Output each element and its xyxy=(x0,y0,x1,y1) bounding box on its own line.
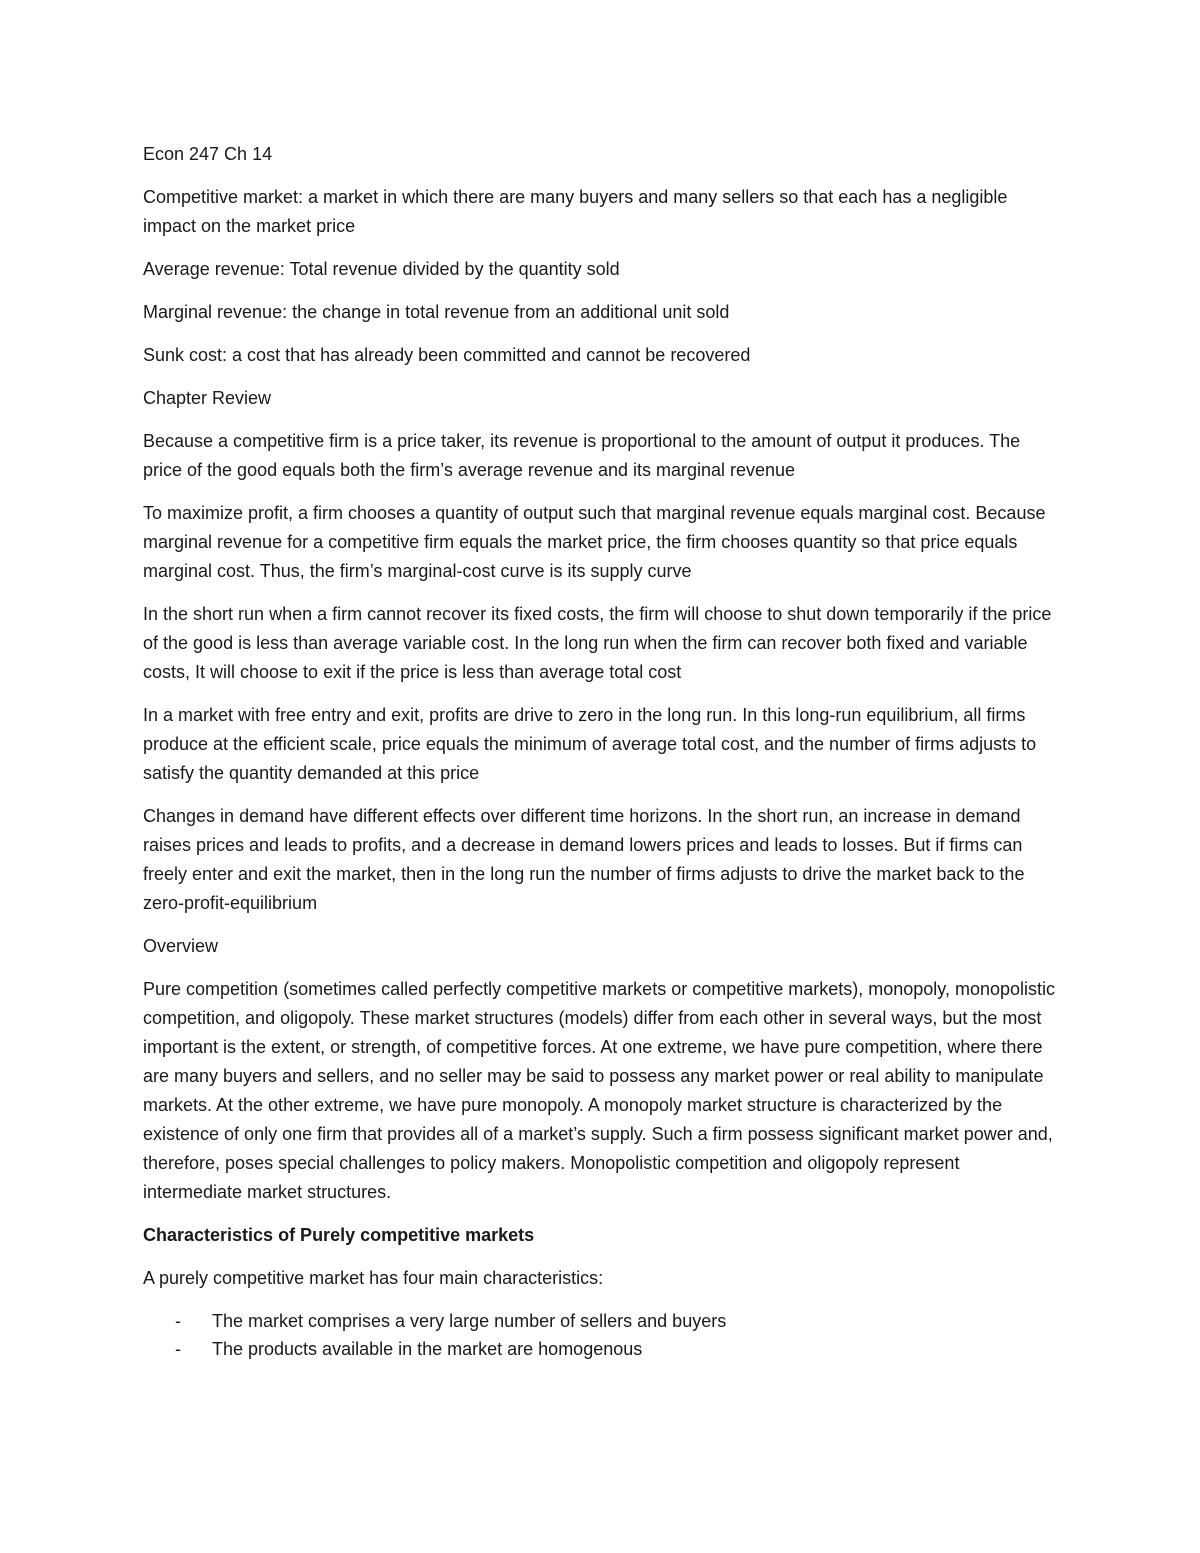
bullet-marker: - xyxy=(175,1339,181,1359)
chapter-review-heading: Chapter Review xyxy=(143,388,272,408)
review-paragraph: Changes in demand have different effects over different time horizons. In the short run, an increase in demand raises prices and leads to profits, and a decrease in demand lowers prices and leads to losses. But if firms can freely enter and exit the market, then in the long run the number of firms adjusts to drive the market back to the zero-profit-equilibrium xyxy=(143,806,1025,913)
document-page xyxy=(143,140,1063,1363)
list-item-text: The market comprises a very large number of sellers and buyers xyxy=(212,1311,727,1331)
definition-marginal-revenue: Marginal revenue: the change in total revenue from an additional unit sold xyxy=(143,302,730,322)
review-paragraph: Because a competitive firm is a price taker, its revenue is proportional to the amount of output it produces. The price of the good equals both the firm’s average revenue and its marginal revenue xyxy=(143,431,1021,480)
definition-sunk-cost: Sunk cost: a cost that has already been committed and cannot be recovered xyxy=(143,345,751,365)
characteristics-list xyxy=(143,1307,1063,1363)
review-paragraph: In a market with free entry and exit, profits are drive to zero in the long run. In this long-run equilibrium, all firms produce at the efficient scale, price equals the minimum of average total cost, and the number of firms adjusts to satisfy the quantity demanded at this price xyxy=(143,705,1037,783)
overview-paragraph: Pure competition (sometimes called perfectly competitive markets or competitive markets), monopoly, monopolistic competition, and oligopoly. These market structures (models) differ from each other in several ways, but the most important is the extent, or strength, of competitive forces. At one extreme, we have pure competition, where there are many buyers and sellers, and no seller may be said to possess any market power or real ability to manipulate markets. At the other extreme, we have pure monopoly. A monopoly market structure is characterized by the existence of only one firm that provides all of a market’s supply. Such a firm possess significant market power and, therefore, poses special challenges to policy makers. Monopolistic competition and oligopoly represent intermediate market structures. xyxy=(143,979,1056,1202)
review-paragraph: To maximize profit, a firm chooses a quantity of output such that marginal revenue equals marginal cost. Because marginal revenue for a competitive firm equals the market price, the firm chooses quantity so that price equals marginal cost. Thus, the firm’s marginal-cost curve is its supply curve xyxy=(143,503,1046,581)
definition-competitive-market: Competitive market: a market in which there are many buyers and many sellers so that each has a negligible impact on the market price xyxy=(143,187,1008,236)
list-item-text: The products available in the market are homogenous xyxy=(212,1339,643,1359)
section-heading: Characteristics of Purely competitive markets xyxy=(143,1225,535,1245)
review-paragraph: In the short run when a firm cannot recover its fixed costs, the firm will choose to shut down temporarily if the price of the good is less than average variable cost. In the long run when the firm can recover both fixed and variable costs, It will choose to exit if the price is less than average total cost xyxy=(143,604,1052,682)
bullet-marker: - xyxy=(175,1311,181,1331)
list-item xyxy=(143,1307,1063,1335)
document-title: Econ 247 Ch 14 xyxy=(143,144,273,164)
definition-average-revenue: Average revenue: Total revenue divided by the quantity sold xyxy=(143,259,620,279)
characteristics-intro: A purely competitive market has four main characteristics: xyxy=(143,1268,604,1288)
overview-heading: Overview xyxy=(143,936,219,956)
list-item xyxy=(143,1335,1063,1363)
